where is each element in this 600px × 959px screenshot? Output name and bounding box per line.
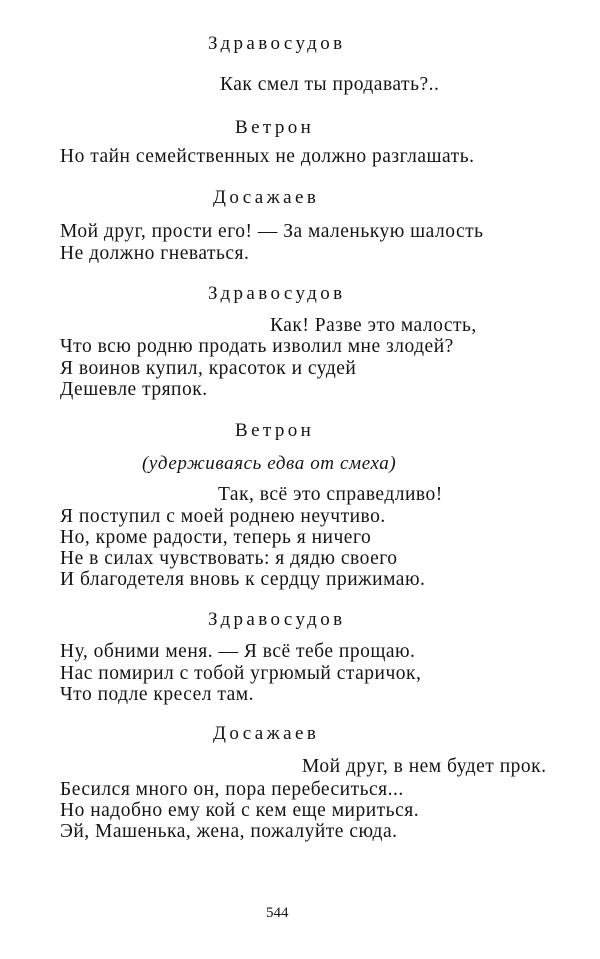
verse-line: И благодетеля вновь к сердцу прижимаю.	[60, 569, 426, 590]
verse-line: Эй, Машенька, жена, пожалуйте сюда.	[60, 821, 398, 842]
verse-line: Так, всё это справедливо!	[218, 484, 443, 505]
speaker-name: Здравосудов	[208, 33, 346, 54]
verse-line: Как смел ты продавать?..	[220, 74, 440, 95]
verse-line: Но, кроме радости, теперь я ничего	[60, 527, 372, 548]
verse-line: Мой друг, в нем будет прок.	[302, 756, 547, 777]
speaker-name: Досажаев	[213, 187, 320, 208]
speaker-name: Здравосудов	[208, 609, 346, 630]
speaker-name: Ветрон	[235, 117, 315, 138]
verse-line: Я поступил с моей роднею неучтиво.	[60, 506, 386, 527]
verse-line: Я воинов купил, красоток и судей	[60, 358, 357, 379]
verse-line: Ну, обними меня. — Я всё тебе прощаю.	[60, 641, 416, 662]
verse-line: Что подле кресел там.	[60, 684, 255, 705]
verse-line: Дешевле тряпок.	[60, 379, 208, 400]
verse-line: Мой друг, прости его! — За маленькую шалость	[60, 221, 484, 242]
verse-line: Не должно гневаться.	[60, 243, 250, 264]
speaker-name: Здравосудов	[208, 283, 346, 304]
verse-line: Но надобно ему кой с кем еще мириться.	[60, 800, 420, 821]
verse-line: Как! Разве это малость,	[270, 315, 477, 336]
page-number: 544	[266, 905, 289, 921]
speaker-name: Ветрон	[235, 420, 315, 441]
verse-line: Что всю родню продать изволил мне злодей?	[60, 336, 454, 357]
verse-line: Но тайн семейственных не должно разглашать.	[60, 146, 475, 167]
verse-line: Нас помирил с тобой угрюмый старичок,	[60, 663, 422, 684]
verse-line: Не в силах чувствовать: я дядю своего	[60, 548, 398, 569]
verse-line: Бесился много он, пора перебеситься...	[60, 779, 404, 800]
stage-direction: (удерживаясь едва от смеха)	[142, 453, 397, 474]
speaker-name: Досажаев	[213, 723, 320, 744]
